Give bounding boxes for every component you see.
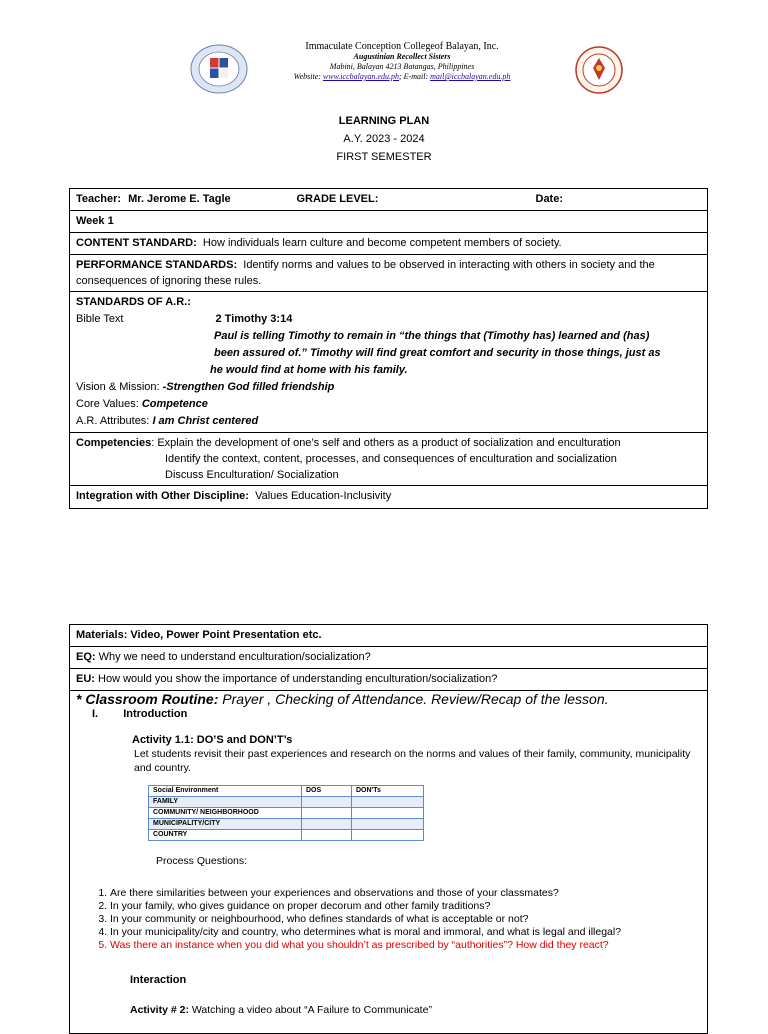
env-row bbox=[149, 808, 424, 819]
activity-1-description: Let students revisit their past experiences and research on the norms and values of their family, community, municipality and country. bbox=[134, 748, 691, 774]
school-info bbox=[262, 42, 542, 82]
competencies-label: Competencies bbox=[76, 437, 152, 449]
bible-label: Bible Text bbox=[76, 313, 124, 325]
env-row-label: COMMUNITY/ NEIGHBORHOOD bbox=[149, 808, 302, 819]
ar-standards-row bbox=[70, 292, 708, 433]
teacher-label: Teacher: bbox=[76, 193, 122, 205]
bible-verse-2: been assured of.” Timothy will find great comfort and security in those things, just as bbox=[214, 347, 661, 359]
bible-verse-1: Paul is telling Timothy to remain in “the things that (Timothy has) learned and (has) bbox=[214, 330, 650, 342]
content-text: How individuals learn culture and become competent members of society. bbox=[202, 237, 562, 249]
core-label: Core Values: bbox=[76, 398, 139, 410]
date-label: Date: bbox=[535, 193, 564, 205]
env-dos-cell[interactable] bbox=[302, 830, 352, 841]
process-questions-label: Process Questions: bbox=[156, 855, 248, 867]
integration-row bbox=[70, 486, 708, 509]
interaction-heading: Interaction bbox=[130, 974, 187, 986]
competency-1-text: : Explain the development of one’s self and others as a product of socialization and enculturation bbox=[151, 437, 621, 449]
env-donts-cell[interactable] bbox=[352, 830, 424, 841]
env-donts-cell[interactable] bbox=[352, 797, 424, 808]
school-name: Immaculate Conception Collegeof Balayan, Inc. bbox=[305, 41, 499, 52]
eu-label: EU: bbox=[76, 673, 95, 685]
env-dos-cell[interactable] bbox=[302, 808, 352, 819]
introduction-heading bbox=[76, 707, 701, 721]
activity-2-line bbox=[76, 1002, 701, 1018]
materials-row bbox=[70, 625, 708, 647]
plan-info-table bbox=[69, 188, 708, 509]
eq-row bbox=[70, 647, 708, 669]
bible-line bbox=[76, 311, 701, 328]
competency-1 bbox=[76, 435, 701, 451]
env-donts-cell[interactable] bbox=[352, 808, 424, 819]
teacher-name: Mr. Jerome E. Tagle bbox=[128, 193, 231, 205]
env-row bbox=[149, 830, 424, 841]
college-logo-icon bbox=[190, 44, 248, 94]
recollect-seal-icon bbox=[575, 46, 623, 94]
env-dos-cell[interactable] bbox=[302, 819, 352, 830]
academic-year: A.Y. 2023 - 2024 bbox=[343, 133, 425, 145]
email-label: ; E-mail: bbox=[398, 72, 429, 81]
integration-label: Integration with Other Discipline: bbox=[76, 490, 249, 502]
question-item: 4. In your municipality/city and country, who determines what is moral and immoral, and what is legal and illegal? bbox=[110, 926, 701, 939]
grade-label: GRADE LEVEL: bbox=[296, 193, 379, 205]
bible-reference: 2 Timothy 3:14 bbox=[215, 313, 293, 325]
content-label: CONTENT STANDARD: bbox=[76, 237, 197, 249]
activity-1-title: Activity 1.1: DO’S and DON’T’s bbox=[132, 734, 293, 746]
week-label: Week 1 bbox=[76, 215, 114, 227]
routine-text: Prayer , Checking of Attendance. Review/Recap of the lesson. bbox=[222, 691, 609, 707]
core-text: Competence bbox=[141, 398, 208, 410]
integration-text: Values Education-Inclusivity bbox=[255, 490, 392, 502]
letterhead bbox=[0, 40, 768, 100]
activity-2-label: Activity # 2: bbox=[130, 1004, 189, 1016]
plan-title: LEARNING PLAN bbox=[338, 115, 430, 127]
question-item: 1. Are there similarities between your experiences and observations and those of your classmates? bbox=[110, 887, 701, 900]
lesson-table bbox=[69, 624, 708, 1034]
eu-row bbox=[70, 669, 708, 691]
procedure-row bbox=[70, 691, 708, 1034]
vision-label: Vision & Mission: bbox=[76, 381, 160, 393]
week-row bbox=[70, 211, 708, 233]
eq-label: EQ: bbox=[76, 651, 96, 663]
school-order: Augustinian Recollect Sisters bbox=[353, 52, 451, 61]
performance-text: Identify norms and values to be observed in interacting with others in society and the consequences of ignoring these rules. bbox=[76, 259, 655, 287]
competency-3: Discuss Enculturation/ Socialization bbox=[165, 469, 339, 481]
env-header-row bbox=[149, 786, 424, 797]
env-donts-cell[interactable] bbox=[352, 819, 424, 830]
school-contact bbox=[262, 72, 542, 82]
attributes-label: A.R. Attributes: bbox=[76, 415, 150, 427]
ar-label: STANDARDS OF A.R.: bbox=[76, 296, 191, 308]
email-link[interactable]: mail@iccbalayan.edu.ph bbox=[430, 72, 511, 81]
core-values-line bbox=[76, 396, 701, 413]
env-row-label: MUNICIPALITY/CITY bbox=[149, 819, 302, 830]
vision-text: -Strengthen God filled friendship bbox=[162, 381, 335, 393]
eu-text: How would you show the importance of understanding enculturation/socialization? bbox=[98, 673, 498, 685]
eq-text: Why we need to understand enculturation/socialization? bbox=[98, 651, 371, 663]
performance-standard-row bbox=[70, 255, 708, 292]
question-item: 2. In your family, who gives guidance on proper decorum and other family traditions? bbox=[110, 900, 701, 913]
classroom-routine bbox=[76, 691, 701, 707]
question-item: 5. Was there an instance when you did what you shouldn’t as prescribed by “authorities”? How did they react? bbox=[110, 939, 701, 952]
website-link[interactable]: www.iccbalayan.edu.ph bbox=[322, 72, 399, 81]
bible-verse-3: he would find at home with his family. bbox=[210, 364, 408, 376]
competency-2: Identify the context, content, processes, and consequences of enculturation and socialization bbox=[165, 453, 617, 465]
env-row bbox=[149, 797, 424, 808]
env-header-social: Social Environment bbox=[149, 786, 302, 797]
env-header-dos: DOS bbox=[302, 786, 352, 797]
performance-label: PERFORMANCE STANDARDS: bbox=[76, 259, 238, 271]
env-dos-cell[interactable] bbox=[302, 797, 352, 808]
teacher-row bbox=[70, 189, 708, 211]
competencies-row bbox=[70, 433, 708, 486]
env-row-label: FAMILY bbox=[149, 797, 302, 808]
vision-line bbox=[76, 379, 701, 396]
activity-2-text: Watching a video about “A Failure to Communicate” bbox=[191, 1004, 432, 1016]
intro-label: Introduction bbox=[123, 708, 188, 720]
plan-titles bbox=[0, 112, 768, 166]
attributes-line bbox=[76, 413, 701, 430]
school-address: Mabini, Balayan 4213 Batangas, Philippines bbox=[329, 62, 475, 71]
materials-text: Materials: Video, Power Point Presentation etc. bbox=[76, 629, 322, 641]
social-environment-table bbox=[148, 785, 424, 841]
content-standard-row bbox=[70, 233, 708, 255]
website-label: Website: bbox=[293, 72, 321, 81]
routine-label: * Classroom Routine: bbox=[76, 691, 219, 707]
env-row bbox=[149, 819, 424, 830]
env-header-donts: DON'Ts bbox=[352, 786, 424, 797]
semester: FIRST SEMESTER bbox=[336, 151, 432, 163]
intro-number: I. bbox=[92, 708, 99, 720]
process-questions-list bbox=[76, 887, 701, 952]
question-item: 3. In your community or neighbourhood, who defines standards of what is acceptable or not? bbox=[110, 913, 701, 926]
attributes-text: I am Christ centered bbox=[152, 415, 259, 427]
env-row-label: COUNTRY bbox=[149, 830, 302, 841]
